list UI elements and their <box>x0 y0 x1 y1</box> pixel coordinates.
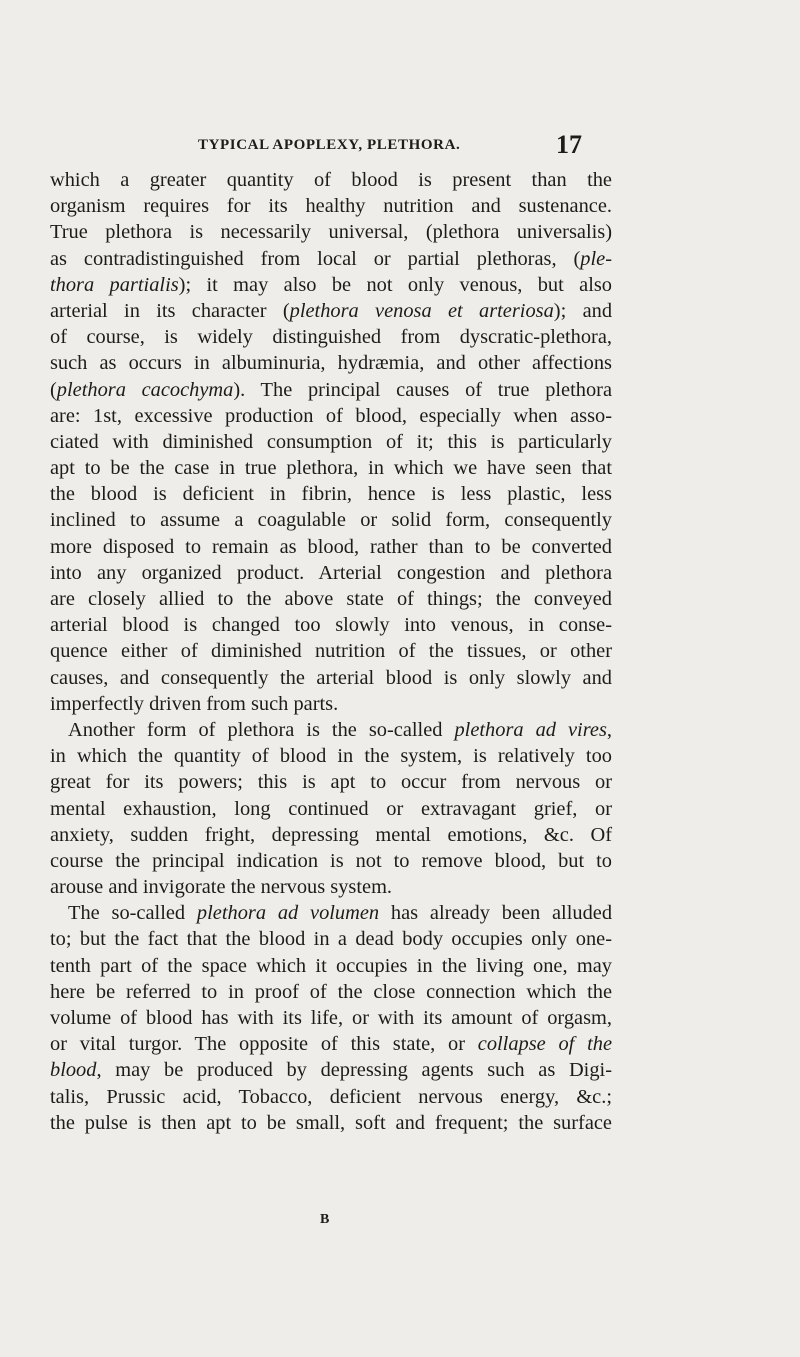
text-line: volume of blood has with its life, or with its amount of orgasm, <box>50 1007 612 1029</box>
text-line: blood, may be produced by depressing agents such as Digi- <box>50 1059 612 1082</box>
text-line: Another form of plethora is the so-called plethora ad vires, <box>68 718 612 741</box>
text-line: anxiety, sudden fright, depressing mental emotions, &c. Of <box>50 823 612 846</box>
page-number: 17 <box>556 130 582 159</box>
text-line: imperfectly driven from such parts. <box>50 692 339 715</box>
text-line: in which the quantity of blood in the system, is relatively too <box>50 745 612 768</box>
text-line: into any organized product. Arterial congestion and plethora <box>50 561 612 584</box>
signature-mark: B <box>320 1212 331 1227</box>
text-line: are: 1st, excessive production of blood, especially when asso- <box>50 404 612 427</box>
text-line: organism requires for its healthy nutrition and sustenance. <box>50 195 612 218</box>
text-line: the blood is deficient in fibrin, hence is less plastic, less <box>50 483 612 506</box>
text-line: of course, is widely distinguished from dyscratic-plethora, <box>50 326 612 349</box>
text-line: such as occurs in albuminuria, hydræmia, and other affections <box>50 352 612 375</box>
text-line: mental exhaustion, long continued or extravagant grief, or <box>50 797 612 820</box>
text-line: tenth part of the space which it occupies in the living one, may <box>50 954 612 977</box>
text-line: to; but the fact that the blood in a dead body occupies only one- <box>50 928 612 951</box>
text-line: thora partialis); it may also be not only venous, but also <box>50 273 612 296</box>
text-line: arouse and invigorate the nervous system. <box>50 876 393 899</box>
running-title: TYPICAL APOPLEXY, PLETHORA. <box>198 137 461 153</box>
text-line: course the principal indication is not to remove blood, but to <box>50 849 612 872</box>
text-line: (plethora cacochyma). The principal causes of true plethora <box>50 378 613 401</box>
text-line: arterial blood is changed too slowly into venous, in conse- <box>50 614 612 637</box>
text-line: as contradistinguished from local or partial plethoras, (ple- <box>50 247 612 270</box>
text-line: the pulse is then apt to be small, soft and frequent; the surface <box>50 1111 612 1134</box>
text-line: or vital turgor. The opposite of this state, or collapse of the <box>50 1033 612 1056</box>
text-line: which a greater quantity of blood is present than the <box>50 169 612 191</box>
body-text <box>50 167 612 1136</box>
text-line: talis, Prussic acid, Tobacco, deficient nervous energy, &c.; <box>50 1085 612 1108</box>
text-line: arterial in its character (plethora venosa et arteriosa); and <box>50 299 613 322</box>
text-line: ciated with diminished consumption of it; this is particularly <box>50 430 612 453</box>
text-line: apt to be the case in true plethora, in which we have seen that <box>50 457 612 480</box>
text-line: True plethora is necessarily universal, (plethora universalis) <box>50 221 612 244</box>
text-line: more disposed to remain as blood, rather than to be converted <box>50 535 612 558</box>
text-line: great for its powers; this is apt to occur from nervous or <box>50 771 612 794</box>
text-line: The so-called plethora ad volumen has already been alluded <box>68 902 613 925</box>
text-line: here be referred to in proof of the close connection which the <box>50 980 612 1003</box>
text-line: are closely allied to the above state of things; the conveyed <box>50 588 612 610</box>
text-line: inclined to assume a coagulable or solid form, consequently <box>50 509 612 532</box>
text-line: quence either of diminished nutrition of the tissues, or other <box>50 640 612 663</box>
text-line: causes, and consequently the arterial blood is only slowly and <box>50 666 612 689</box>
